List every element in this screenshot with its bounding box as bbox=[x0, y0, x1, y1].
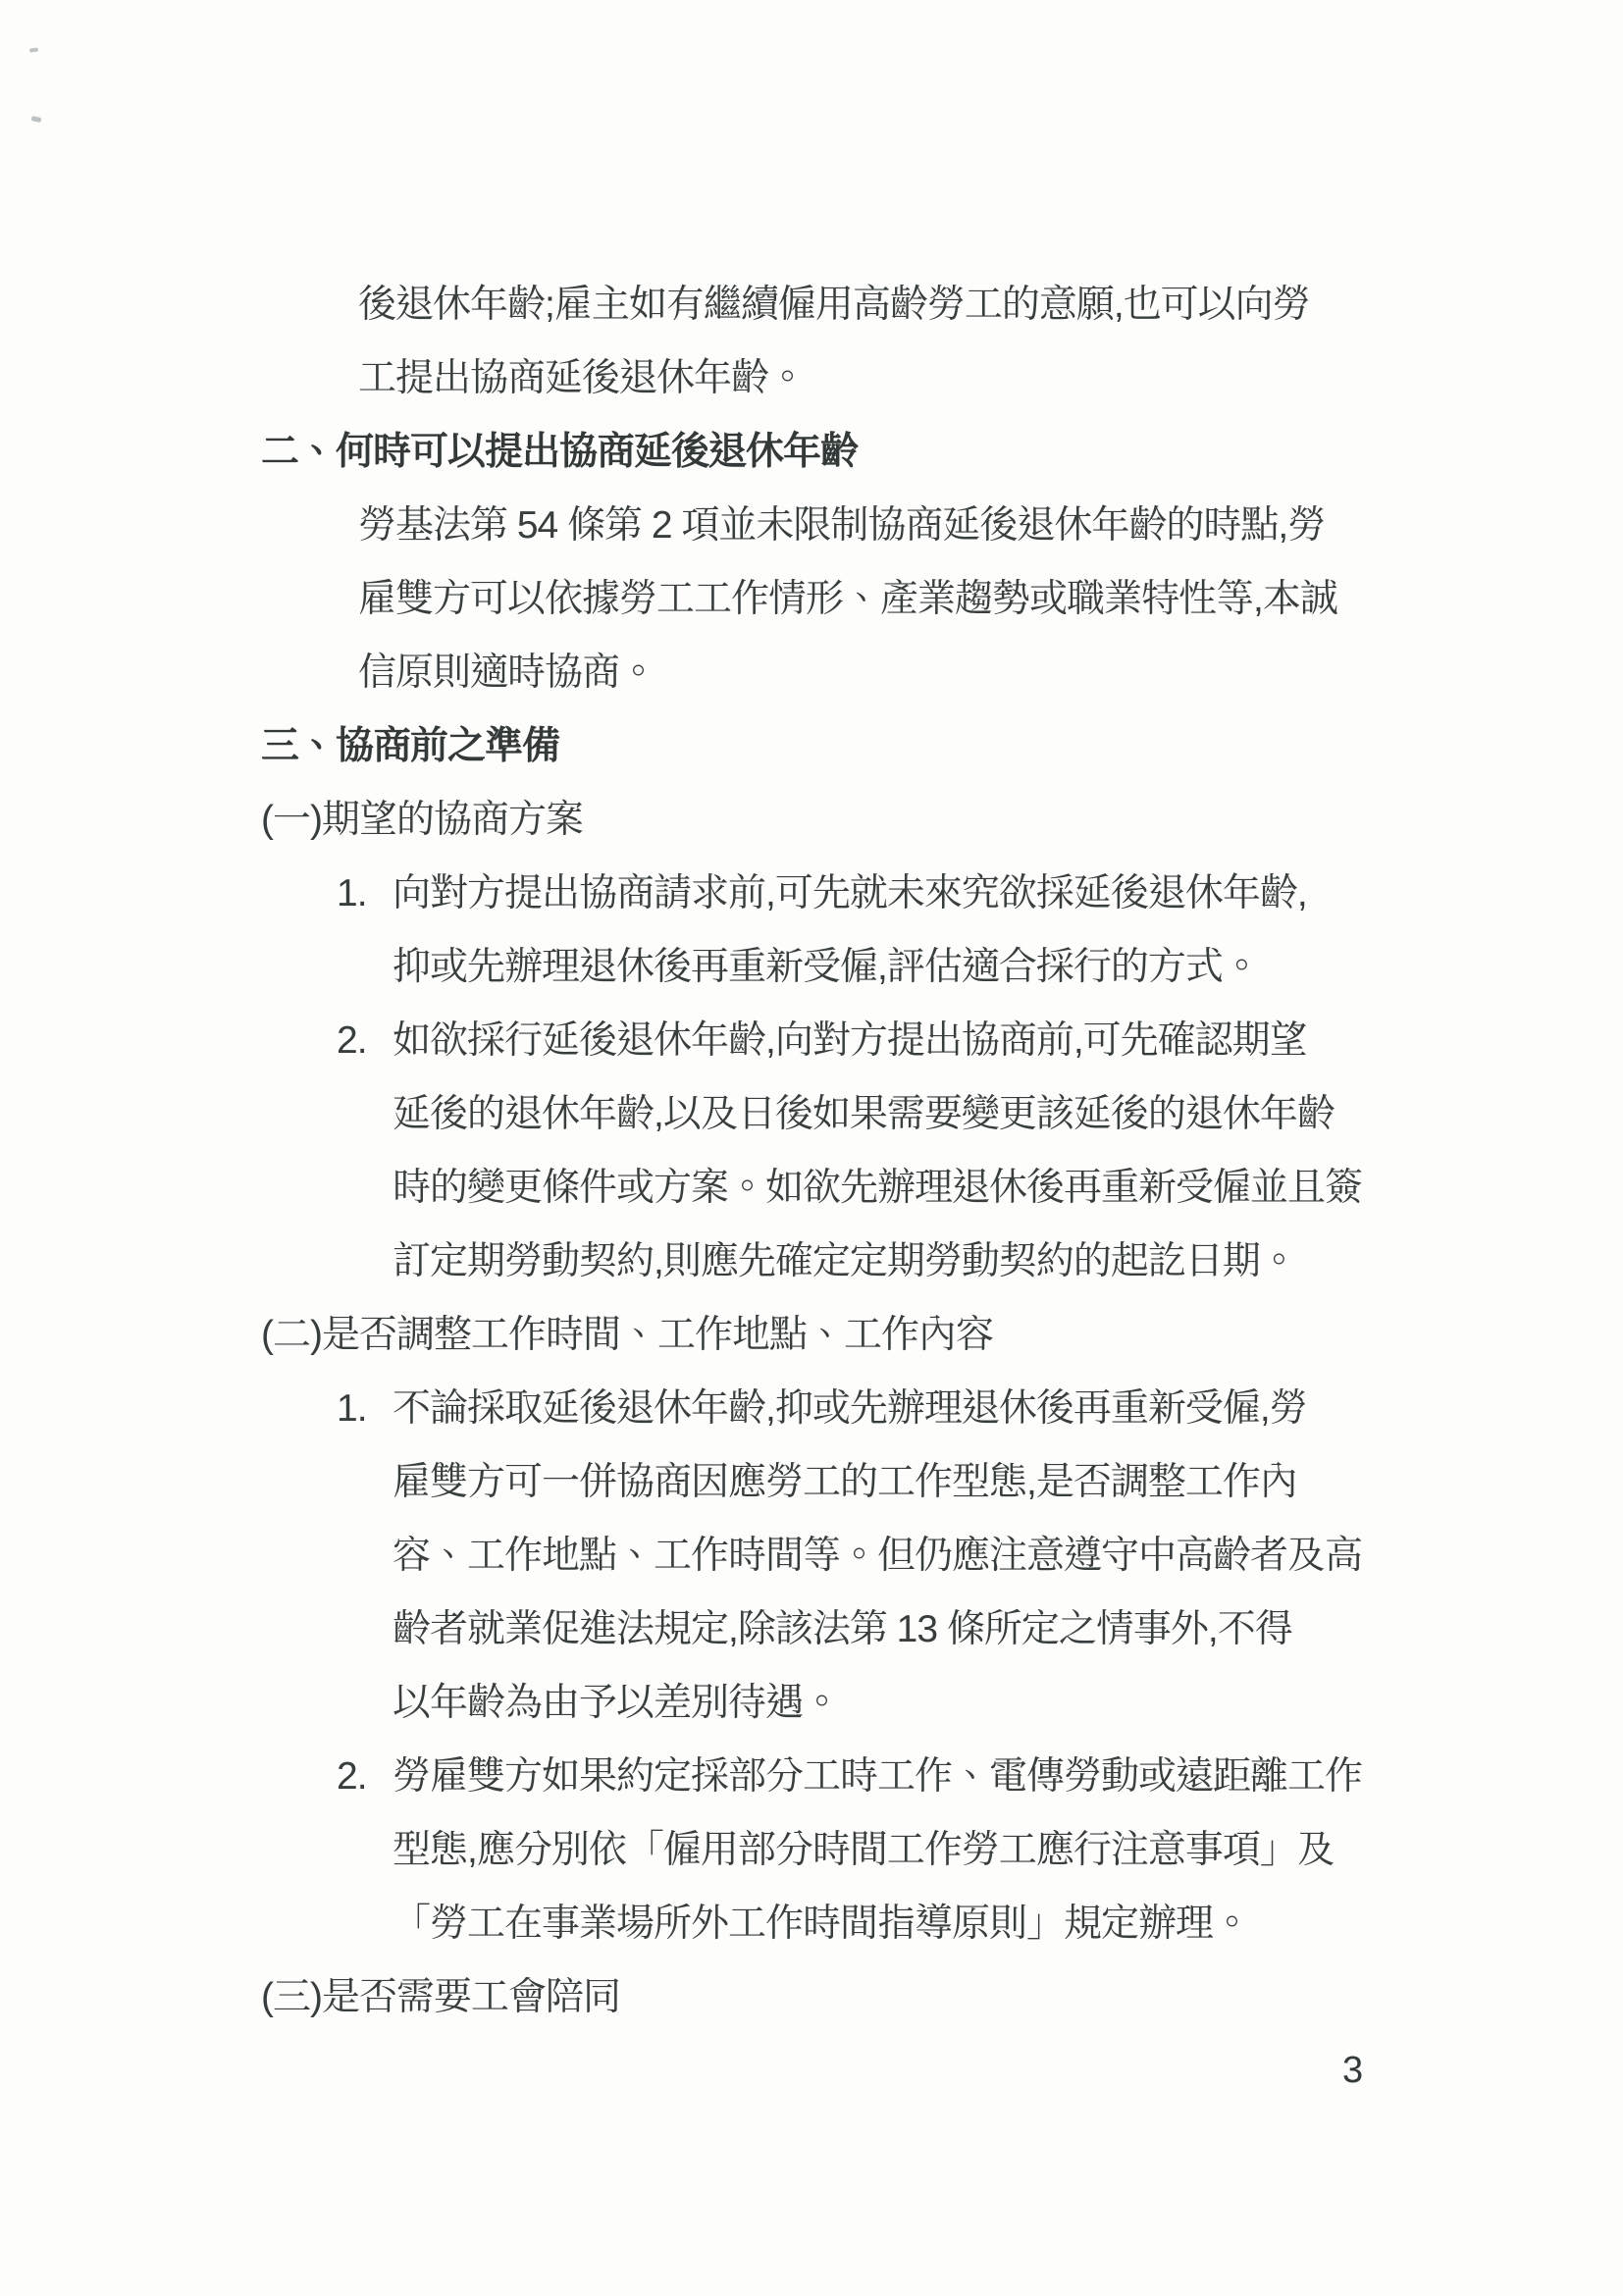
list-item-number: 2. bbox=[337, 1755, 367, 1798]
scan-speck bbox=[29, 47, 38, 52]
list-item-line: 齡者就業促進法規定,除該法第 13 條所定之情事外,不得 bbox=[393, 1608, 1292, 1650]
document-body bbox=[0, 268, 1623, 2034]
paragraph-line: 工提出協商延後退休年齡。 bbox=[358, 357, 807, 399]
paragraph-line: 勞基法第 54 條第 2 項並未限制協商延後退休年齡的時點,勞 bbox=[358, 504, 1326, 547]
list-item-number: 1. bbox=[337, 1387, 367, 1430]
list-item bbox=[337, 857, 1623, 930]
list-item-line: 以年齡為由予以差別待遇。 bbox=[393, 1682, 841, 1724]
list-item-number: 2. bbox=[337, 1019, 367, 1062]
list-item bbox=[337, 1372, 1623, 1445]
list-item-line: 容、工作地點、工作時間等。但仍應注意遵守中高齡者及高 bbox=[393, 1535, 1363, 1577]
list-item-line: 「勞工在事業場所外工作時間指導原則」規定辦理。 bbox=[393, 1903, 1251, 1945]
list-item-text: 向對方提出協商請求前,可先就未來究欲採延後退休年齡, bbox=[393, 872, 1307, 914]
paragraph-line: 雇雙方可以依據勞工工作情形、產業趨勢或職業特性等,本誠 bbox=[358, 578, 1337, 620]
subsection-label-3: (三)是否需要工會陪同 bbox=[261, 1976, 620, 2018]
list-item bbox=[337, 1004, 1623, 1077]
list-item-line: 延後的退休年齡,以及日後如果需要變更該延後的退休年齡 bbox=[393, 1093, 1335, 1135]
subsection-label-1: (一)期望的協商方案 bbox=[261, 799, 583, 841]
section-heading-3: 三、協商前之準備 bbox=[261, 725, 560, 767]
paragraph-line: 後退休年齡;雇主如有繼續僱用高齡勞工的意願,也可以向勞 bbox=[358, 284, 1310, 326]
scan-speck bbox=[31, 116, 42, 123]
list-item-text: 不論採取延後退休年齡,抑或先辦理退休後再重新受僱,勞 bbox=[393, 1387, 1307, 1430]
list-item-text: 如欲採行延後退休年齡,向對方提出協商前,可先確認期望 bbox=[393, 1019, 1307, 1062]
list-item bbox=[337, 1740, 1623, 1813]
list-item-line: 抑或先辦理退休後再重新受僱,評估適合採行的方式。 bbox=[393, 946, 1260, 988]
list-item-line: 雇雙方可一併協商因應勞工的工作型態,是否調整工作內 bbox=[393, 1461, 1297, 1503]
list-item-line: 時的變更條件或方案。如欲先辦理退休後再重新受僱並且簽 bbox=[393, 1167, 1363, 1209]
list-item-number: 1. bbox=[337, 872, 367, 914]
list-item-text: 勞雇雙方如果約定採部分工時工作、電傳勞動或遠距離工作 bbox=[393, 1755, 1363, 1798]
page-number: 3 bbox=[1342, 2050, 1364, 2091]
section-heading-2: 二、何時可以提出協商延後退休年齡 bbox=[261, 431, 859, 473]
paragraph-line: 信原則適時協商。 bbox=[358, 652, 657, 694]
list-item-line: 型態,應分別依「僱用部分時間工作勞工應行注意事項」及 bbox=[393, 1829, 1335, 1871]
list-item-line: 訂定期勞動契約,則應先確定定期勞動契約的起訖日期。 bbox=[393, 1240, 1297, 1282]
subsection-label-2: (二)是否調整工作時間、工作地點、工作內容 bbox=[261, 1314, 993, 1356]
